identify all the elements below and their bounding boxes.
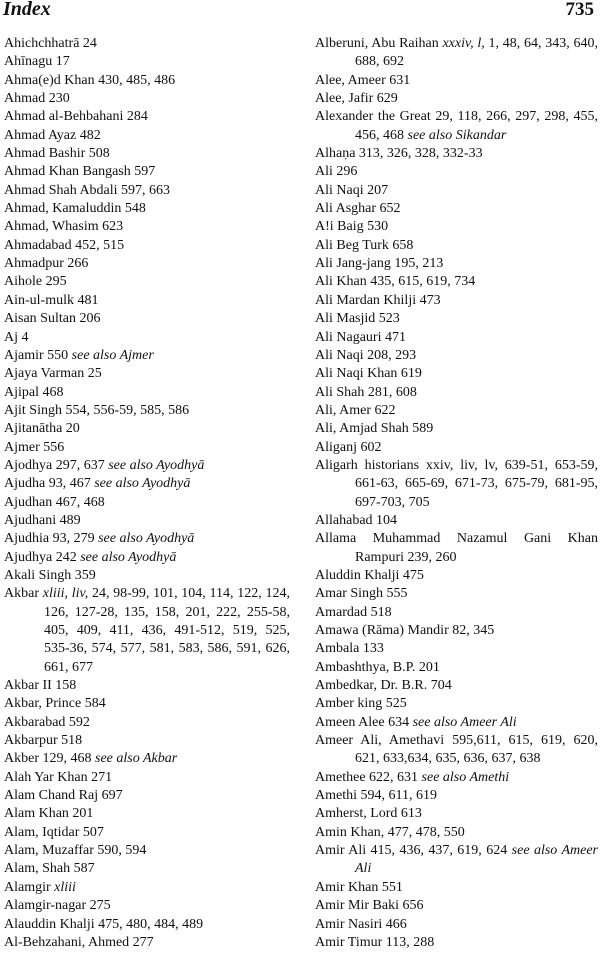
- index-entry: [315, 934, 598, 952]
- index-entry: [315, 585, 598, 603]
- index-entry-text: Alee, Jafir 629: [315, 91, 398, 107]
- index-entry-italic-text: see also Ayodhyā: [98, 531, 195, 547]
- index-entry: [315, 824, 598, 842]
- index-entry-text: Ameer Ali, Amethavi 595,611, 615, 619, 620, 621, 633,634, 635, 636, 637, 638: [315, 733, 598, 767]
- index-entry: [4, 292, 290, 310]
- index-entry: [315, 384, 598, 402]
- index-entry-text: Ali Khan 435, 615, 619, 734: [315, 274, 476, 290]
- index-entry: [4, 769, 290, 787]
- index-entry: [315, 439, 598, 457]
- index-entry: [315, 329, 598, 347]
- index-entry: [4, 108, 290, 126]
- index-entry-text: Akber 129, 468: [4, 751, 95, 767]
- index-entry-text: Aligarh historians xxiv, liv, lv, 639-51, 653-59, 661-63, 665-69, 671-73, 675-79, 681-95, 697-703, 705: [315, 457, 598, 510]
- index-entry-text: Ahmadpur 266: [4, 256, 89, 272]
- index-entry-text: Ajudhan 467, 468: [4, 494, 105, 510]
- index-entry: [315, 292, 598, 310]
- index-entry-text: Ahmad Bashir 508: [4, 146, 110, 162]
- index-entry-italic-text: see also Ameer Ali: [412, 714, 517, 730]
- index-entry: [4, 72, 290, 90]
- index-entry-text: Alam, Muzaffar 590, 594: [4, 843, 147, 859]
- index-entry: [315, 310, 598, 328]
- index-entry: [4, 585, 290, 677]
- index-entry: [315, 347, 598, 365]
- index-entry-text: Ali Naqi 208, 293: [315, 347, 417, 363]
- index-entry-italic-text: xliii: [54, 879, 76, 895]
- index-entry: [315, 879, 598, 897]
- index-entry: [4, 916, 290, 934]
- index-entry-text: Ali Nagauri 471: [315, 329, 406, 345]
- index-entry-text: Ahmad al-Behbahani 284: [4, 109, 148, 125]
- index-entry-italic-text: xxxiv, l,: [442, 36, 485, 51]
- index-entry: [315, 659, 598, 677]
- index-entry: [4, 420, 290, 438]
- index-entry-text: Ahmad Ayaz 482: [4, 127, 101, 143]
- index-entry-text: Akbarpur 518: [4, 733, 83, 749]
- index-entry-text: 1, 48, 64, 343, 640, 688, 692: [355, 36, 598, 70]
- index-entry-text: Ali Naqi Khan 619: [315, 366, 422, 382]
- index-entry: [4, 200, 290, 218]
- index-entry: [315, 182, 598, 200]
- index-entry: [315, 787, 598, 805]
- index-entry-text: Amir Ali 415, 436, 437, 619, 624: [315, 843, 512, 859]
- index-entry-text: Ambedkar, Dr. B.R. 704: [315, 678, 452, 694]
- index-entry-text: Aliganj 602: [315, 439, 382, 455]
- index-entry-italic-text: see also Ajmer: [71, 347, 154, 363]
- index-entry-text: Ali 296: [315, 164, 358, 180]
- index-entry-text: Aluddin Khalji 475: [315, 567, 424, 583]
- index-entry-text: Ajudhani 489: [4, 512, 81, 528]
- index-entry-text: Ahichchhatrā 24: [4, 36, 97, 51]
- index-entry: [315, 457, 598, 512]
- index-entry: [315, 420, 598, 438]
- index-entry: [4, 695, 290, 713]
- index-entry: [315, 402, 598, 420]
- index-entry: [4, 35, 290, 53]
- index-entry-text: Alah Yar Khan 271: [4, 769, 113, 785]
- index-entry-italic-text: xliii, liv,: [42, 586, 89, 602]
- index-entry-text: Al-Behzahani, Ahmed 277: [4, 934, 154, 950]
- index-entry-text: Amherst, Lord 613: [315, 806, 422, 822]
- index-entry-text: Akali Singh 359: [4, 567, 96, 583]
- index-entry: [315, 567, 598, 585]
- index-entry-italic-text: see also Akbar: [95, 751, 178, 767]
- index-entry: [4, 384, 290, 402]
- index-entry-text: Ahmad Shah Abdali 597, 663: [4, 182, 171, 198]
- index-entry-text: Ameen Alee 634: [315, 714, 413, 730]
- index-entry-text: Amethi 594, 611, 619: [315, 788, 437, 804]
- index-entry: [315, 512, 598, 530]
- index-entry: [4, 805, 290, 823]
- index-entry: [4, 860, 290, 878]
- index-entry-text: Ajaya Varman 25: [4, 366, 102, 382]
- index-entry: [315, 35, 598, 72]
- index-entry-text: Ali Naqi 207: [315, 182, 389, 198]
- index-entry: [315, 916, 598, 934]
- index-entry-text: Akbarabad 592: [4, 714, 90, 730]
- index-entry: [315, 273, 598, 291]
- index-entry: [315, 108, 598, 145]
- index-entry: [4, 567, 290, 585]
- index-entry: [4, 457, 290, 475]
- index-entry: [315, 805, 598, 823]
- index-entry: [4, 402, 290, 420]
- index-entry: [4, 163, 290, 181]
- index-entry: [4, 750, 290, 768]
- index-entry-text: Ahmad Khan Bangash 597: [4, 164, 156, 180]
- index-entry: [315, 145, 598, 163]
- index-entry: [315, 200, 598, 218]
- index-entry-text: Ahmad, Whasim 623: [4, 219, 124, 235]
- index-entry-text: Ali, Amjad Shah 589: [315, 421, 434, 437]
- index-entry-italic-text: see also Amethi: [421, 769, 510, 785]
- index-entry: [4, 439, 290, 457]
- index-entry-italic-text: see also Ayodhyā: [108, 457, 205, 473]
- index-entry: [315, 732, 598, 769]
- index-entry: [4, 237, 290, 255]
- index-entry: [315, 72, 598, 90]
- index-entry-text: Akbar II 158: [4, 678, 77, 694]
- index-entry: [315, 604, 598, 622]
- index-entry-text: Ajmer 556: [4, 439, 65, 455]
- index-entry: [4, 145, 290, 163]
- index-entry-text: Ajit Singh 554, 556-59, 585, 586: [4, 402, 190, 418]
- index-entry: [4, 512, 290, 530]
- index-entry-text: Amber king 525: [315, 696, 407, 712]
- page-number: 735: [565, 0, 594, 20]
- index-entry-text: Allahabad 104: [315, 512, 398, 528]
- index-entry: [4, 182, 290, 200]
- index-entry-text: Ahmad, Kamaluddin 548: [4, 201, 146, 217]
- index-entry-text: Ahmadabad 452, 515: [4, 237, 125, 253]
- index-column-right: [315, 35, 598, 952]
- index-entry: [4, 732, 290, 750]
- index-entry-text: Ajudha 93, 467: [4, 476, 95, 492]
- index-entry-text: 24, 98-99, 101, 104, 114, 122, 124, 126, 127-28, 135, 158, 201, 222, 255-58, 405, 409, 411, 436, 491-512, 519, 525, 535-36, 574, 577, 581, 583, 586, 591, 626, 661, 677: [44, 586, 290, 675]
- index-entry: [4, 273, 290, 291]
- index-entry: [4, 347, 290, 365]
- index-entry: [315, 163, 598, 181]
- index-entry: [315, 622, 598, 640]
- index-entry-italic-text: see also Ameer Ali: [355, 843, 599, 877]
- index-entry-text: Alexander the Great 29, 118, 266, 297, 298, 455, 456, 468: [315, 109, 598, 143]
- index-entry-text: Ajipal 468: [4, 384, 64, 400]
- index-entry-text: Ambashthya, B.P. 201: [315, 659, 440, 675]
- index-entry-text: Ajamir 550: [4, 347, 72, 363]
- index-entry-text: Ali Asghar 652: [315, 201, 401, 217]
- running-title: Index: [3, 0, 51, 20]
- index-entry: [4, 365, 290, 383]
- index-entry: [4, 879, 290, 897]
- index-entry-text: Amir Nasiri 466: [315, 916, 407, 932]
- index-entry-text: Amir Khan 551: [315, 879, 403, 895]
- index-entry-text: Alam Chand Raj 697: [4, 788, 123, 804]
- index-entry-text: Alauddin Khalji 475, 480, 484, 489: [4, 916, 204, 932]
- index-entry: [315, 677, 598, 695]
- index-entry: [315, 365, 598, 383]
- index-entry-text: Ajitanātha 20: [4, 421, 80, 437]
- index-entry: [315, 842, 598, 879]
- index-entry: [4, 934, 290, 952]
- index-entry-text: Amir Timur 113, 288: [315, 934, 435, 950]
- index-entry: [4, 53, 290, 71]
- index-entry: [4, 255, 290, 273]
- index-entry: [315, 640, 598, 658]
- index-entry: [4, 530, 290, 548]
- index-entry: [4, 329, 290, 347]
- index-entry-text: Ahma(e)d Khan 430, 485, 486: [4, 72, 176, 88]
- index-entry: [315, 769, 598, 787]
- index-entry-text: Akbar, Prince 584: [4, 696, 106, 712]
- index-entry-text: Akbar: [4, 586, 43, 602]
- index-entry-text: Amawa (Rāma) Mandir 82, 345: [315, 623, 495, 638]
- index-entry: [4, 494, 290, 512]
- index-entry-text: Ahīnagu 17: [4, 54, 70, 70]
- index-column-left: [4, 35, 290, 952]
- index-entry-text: Ajodhya 297, 637: [4, 457, 109, 473]
- index-entry-text: Alberuni, Abu Raihan: [315, 36, 443, 51]
- index-entry: [4, 897, 290, 915]
- index-entry-text: Ali Mardan Khilji 473: [315, 292, 441, 308]
- index-entry: [4, 714, 290, 732]
- index-entry: [315, 218, 598, 236]
- index-entry-italic-text: see also Ayodhyā: [80, 549, 177, 565]
- index-entry-text: Ali Shah 281, 608: [315, 384, 417, 400]
- index-entry-text: Ambala 133: [315, 641, 384, 657]
- index-entry-text: Amardad 518: [315, 604, 392, 620]
- index-entry-text: Amin Khan, 477, 478, 550: [315, 824, 465, 840]
- index-entry-text: Aj 4: [4, 329, 29, 345]
- index-entry: [4, 90, 290, 108]
- index-entry-text: Alamgir: [4, 879, 55, 895]
- index-entry-text: Alamgir-nagar 275: [4, 898, 111, 914]
- index-entry-text: A!i Baig 530: [315, 219, 389, 235]
- index-entry-text: Amethee 622, 631: [315, 769, 422, 785]
- index-entry-text: Alhaṇa 313, 326, 328, 332-33: [315, 146, 483, 162]
- index-entry: [315, 255, 598, 273]
- index-entry: [4, 787, 290, 805]
- index-entry: [4, 218, 290, 236]
- index-entry: [315, 897, 598, 915]
- index-entry: [4, 127, 290, 145]
- index-entry: [315, 714, 598, 732]
- index-entry-text: Ain-ul-mulk 481: [4, 292, 99, 308]
- index-entry-text: Ali Masjid 523: [315, 311, 400, 327]
- index-entry: [4, 842, 290, 860]
- index-entry: [315, 530, 598, 567]
- index-entry: [4, 475, 290, 493]
- index-entry: [315, 237, 598, 255]
- index-entry-text: Ajudhia 93, 279: [4, 531, 99, 547]
- index-entry-italic-text: see also Sikandar: [407, 127, 507, 143]
- index-entry-text: Amir Mir Baki 656: [315, 898, 424, 914]
- index-entry-text: Aihole 295: [4, 274, 67, 290]
- index-entry-text: Ali Beg Turk 658: [315, 237, 414, 253]
- index-entry-text: Alam, Shah 587: [4, 861, 95, 877]
- index-entry-text: Ahmad 230: [4, 91, 70, 107]
- index-entry: [315, 90, 598, 108]
- index-entry: [4, 310, 290, 328]
- index-entry: [4, 677, 290, 695]
- index-entry: [4, 824, 290, 842]
- index-entry-text: Amar Singh 555: [315, 586, 408, 602]
- index-entry-text: Ajudhya 242: [4, 549, 81, 565]
- index-entry: [315, 695, 598, 713]
- index-entry-text: Ali, Amer 622: [315, 402, 396, 418]
- page-header: [0, 0, 600, 26]
- index-entry-text: Ali Jang-jang 195, 213: [315, 256, 444, 272]
- index-entry-italic-text: see also Ayodhyā: [94, 476, 191, 492]
- index-entry-text: Alam Khan 201: [4, 806, 94, 822]
- index-entry: [4, 549, 290, 567]
- index-entry-text: Alam, Iqtidar 507: [4, 824, 104, 840]
- index-entry-text: Alee, Ameer 631: [315, 72, 411, 88]
- index-entry-text: Allama Muhammad Nazamul Gani Khan Rampuri 239, 260: [315, 531, 598, 565]
- index-entry-text: Aisan Sultan 206: [4, 311, 101, 327]
